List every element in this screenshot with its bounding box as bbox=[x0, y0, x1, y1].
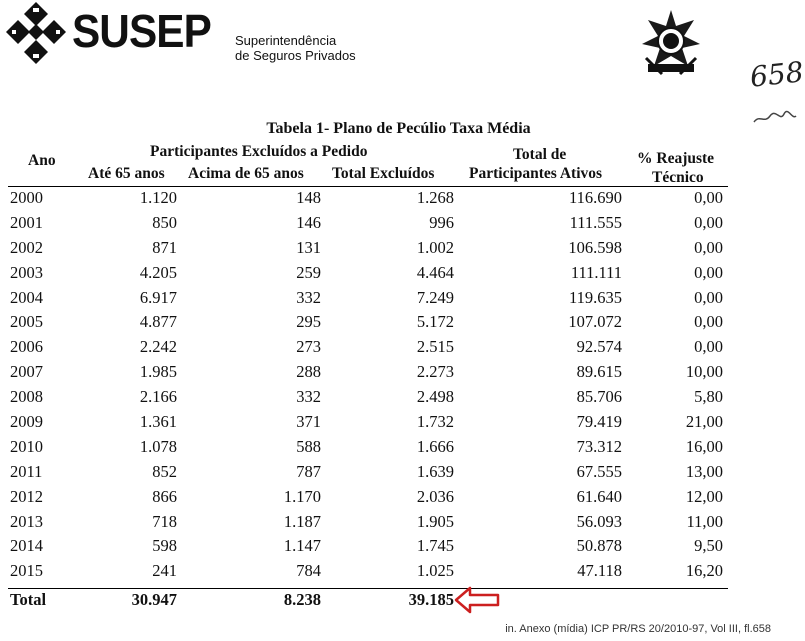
table-row bbox=[0, 186, 797, 211]
cell-total-excluded: 2.498 bbox=[416, 387, 454, 407]
cell-year: 2014 bbox=[10, 536, 43, 556]
cell-adjustment: 9,50 bbox=[694, 536, 723, 556]
total-rule bbox=[8, 588, 728, 589]
cell-adjustment: 10,00 bbox=[685, 362, 723, 382]
table-body bbox=[0, 186, 797, 584]
cell-total-excluded: 1.002 bbox=[416, 237, 454, 257]
header-over-65: Acima de 65 anos bbox=[188, 165, 304, 182]
cell-over-65: 131 bbox=[296, 237, 321, 257]
cell-adjustment: 0,00 bbox=[694, 212, 723, 232]
cell-active-participants: 119.635 bbox=[568, 287, 622, 307]
cell-until-65: 4.205 bbox=[139, 262, 177, 282]
cell-active-participants: 47.118 bbox=[577, 561, 622, 581]
cell-adjustment: 0,00 bbox=[694, 337, 723, 357]
total-excluded: 39.185 bbox=[408, 590, 454, 609]
cell-over-65: 332 bbox=[296, 287, 321, 307]
table-title: Tabela 1- Plano de Pecúlio Taxa Média bbox=[266, 120, 531, 137]
cell-until-65: 2.166 bbox=[139, 387, 177, 407]
agency-subtitle bbox=[235, 33, 356, 63]
cell-total-excluded: 4.464 bbox=[416, 262, 454, 282]
header-adjustment-line1: % Reajuste bbox=[637, 150, 715, 167]
cell-over-65: 1.170 bbox=[283, 486, 321, 506]
cell-active-participants: 92.574 bbox=[576, 337, 622, 357]
cell-total-excluded: 1.025 bbox=[416, 561, 454, 581]
subtitle-line-1: Superintendência bbox=[235, 33, 337, 48]
cell-active-participants: 111.555 bbox=[569, 212, 622, 232]
cell-active-participants: 79.419 bbox=[576, 412, 622, 432]
subtitle-line-2: de Seguros Privados bbox=[235, 48, 356, 63]
cell-total-excluded: 1.666 bbox=[416, 436, 454, 456]
cell-year: 2003 bbox=[10, 262, 43, 282]
cell-until-65: 718 bbox=[152, 511, 177, 531]
cell-adjustment: 11,00 bbox=[686, 511, 723, 531]
cell-over-65: 259 bbox=[296, 262, 321, 282]
cell-total-excluded: 1.905 bbox=[416, 511, 454, 531]
header-group-excluded: Participantes Excluídos a Pedido bbox=[150, 143, 368, 160]
brand-name: SUSEP bbox=[72, 5, 211, 57]
cell-until-65: 850 bbox=[152, 212, 177, 232]
footer-reference: in. Anexo (mídia) ICP PR/RS 20/2010-97, Vol III, fl.658 bbox=[505, 623, 771, 635]
cell-total-excluded: 2.515 bbox=[416, 337, 454, 357]
header-total-line1: Total de bbox=[513, 146, 567, 163]
national-seal-icon bbox=[638, 8, 704, 78]
cell-year: 2008 bbox=[10, 387, 43, 407]
table-row bbox=[0, 410, 797, 435]
cell-until-65: 6.917 bbox=[139, 287, 177, 307]
cell-year: 2011 bbox=[10, 461, 43, 481]
table-row bbox=[0, 559, 797, 584]
cell-total-excluded: 1.268 bbox=[416, 188, 454, 207]
cell-active-participants: 85.706 bbox=[576, 387, 622, 407]
cell-active-participants: 61.640 bbox=[576, 486, 622, 506]
cell-over-65: 784 bbox=[296, 561, 321, 581]
cell-until-65: 1.078 bbox=[139, 436, 177, 456]
cell-adjustment: 0,00 bbox=[694, 262, 723, 282]
cell-active-participants: 89.615 bbox=[576, 362, 622, 382]
cell-total-excluded: 1.639 bbox=[416, 461, 454, 481]
cell-adjustment: 13,00 bbox=[685, 461, 723, 481]
cell-active-participants: 116.690 bbox=[568, 188, 622, 207]
cell-adjustment: 0,00 bbox=[694, 312, 723, 332]
cell-adjustment: 16,20 bbox=[685, 561, 723, 581]
cell-total-excluded: 2.036 bbox=[416, 486, 454, 506]
cell-active-participants: 50.878 bbox=[576, 536, 622, 556]
table-row bbox=[0, 460, 797, 485]
cell-until-65: 852 bbox=[152, 461, 177, 481]
cell-year: 2010 bbox=[10, 436, 43, 456]
table-row bbox=[0, 435, 797, 460]
header-year: Ano bbox=[28, 152, 56, 169]
total-row bbox=[0, 590, 797, 616]
handwritten-page-number: 658 bbox=[748, 55, 805, 94]
cell-until-65: 1.120 bbox=[139, 188, 177, 207]
cell-year: 2012 bbox=[10, 486, 43, 506]
cell-over-65: 787 bbox=[296, 461, 321, 481]
cell-adjustment: 21,00 bbox=[685, 412, 723, 432]
table-row bbox=[0, 485, 797, 510]
cell-year: 2002 bbox=[10, 237, 43, 257]
cell-year: 2015 bbox=[10, 561, 43, 581]
cell-year: 2001 bbox=[10, 212, 43, 232]
cell-until-65: 866 bbox=[152, 486, 177, 506]
table-row bbox=[0, 510, 797, 535]
susep-logo-icon bbox=[6, 2, 66, 64]
total-label: Total bbox=[10, 590, 47, 609]
cell-active-participants: 107.072 bbox=[568, 312, 622, 332]
left-arrow-icon bbox=[454, 586, 500, 614]
cell-active-participants: 106.598 bbox=[568, 237, 622, 257]
cell-adjustment: 0,00 bbox=[694, 237, 723, 257]
cell-over-65: 1.147 bbox=[283, 536, 321, 556]
cell-until-65: 241 bbox=[152, 561, 177, 581]
cell-year: 2009 bbox=[10, 412, 43, 432]
cell-over-65: 332 bbox=[296, 387, 321, 407]
total-over-65: 8.238 bbox=[283, 590, 321, 609]
cell-over-65: 295 bbox=[296, 312, 321, 332]
cell-year: 2005 bbox=[10, 312, 43, 332]
header-adjustment-line2: Técnico bbox=[652, 169, 704, 186]
cell-year: 2013 bbox=[10, 511, 43, 531]
cell-until-65: 871 bbox=[152, 237, 177, 257]
cell-year: 2006 bbox=[10, 337, 43, 357]
cell-active-participants: 67.555 bbox=[576, 461, 622, 481]
cell-total-excluded: 2.273 bbox=[416, 362, 454, 382]
cell-total-excluded: 1.745 bbox=[416, 536, 454, 556]
cell-over-65: 371 bbox=[296, 412, 321, 432]
cell-total-excluded: 7.249 bbox=[416, 287, 454, 307]
table-row bbox=[0, 360, 797, 385]
cell-adjustment: 0,00 bbox=[694, 188, 723, 207]
table-row bbox=[0, 236, 797, 261]
cell-total-excluded: 996 bbox=[429, 212, 454, 232]
header-active-participants: Participantes Ativos bbox=[469, 165, 603, 182]
cell-total-excluded: 5.172 bbox=[416, 312, 454, 332]
cell-over-65: 288 bbox=[296, 362, 321, 382]
cell-year: 2000 bbox=[10, 188, 43, 207]
table-row bbox=[0, 534, 797, 559]
table-row bbox=[0, 261, 797, 286]
cell-until-65: 2.242 bbox=[139, 337, 177, 357]
table-row bbox=[0, 335, 797, 360]
table-row bbox=[0, 310, 797, 335]
cell-over-65: 146 bbox=[296, 212, 321, 232]
cell-adjustment: 0,00 bbox=[694, 287, 723, 307]
cell-over-65: 588 bbox=[296, 436, 321, 456]
cell-adjustment: 12,00 bbox=[685, 486, 723, 506]
cell-until-65: 4.877 bbox=[139, 312, 177, 332]
cell-active-participants: 73.312 bbox=[576, 436, 622, 456]
cell-until-65: 1.985 bbox=[139, 362, 177, 382]
cell-until-65: 598 bbox=[152, 536, 177, 556]
cell-year: 2007 bbox=[10, 362, 43, 382]
cell-adjustment: 5,80 bbox=[694, 387, 723, 407]
total-until-65: 30.947 bbox=[131, 590, 177, 609]
table-row bbox=[0, 286, 797, 311]
header-total-excluded: Total Excluídos bbox=[332, 165, 435, 182]
cell-over-65: 148 bbox=[296, 188, 321, 207]
table-row bbox=[0, 385, 797, 410]
cell-active-participants: 56.093 bbox=[576, 511, 622, 531]
header-until-65: Até 65 anos bbox=[88, 165, 165, 182]
cell-until-65: 1.361 bbox=[139, 412, 177, 432]
cell-over-65: 1.187 bbox=[283, 511, 321, 531]
cell-over-65: 273 bbox=[296, 337, 321, 357]
cell-adjustment: 16,00 bbox=[685, 436, 723, 456]
cell-total-excluded: 1.732 bbox=[416, 412, 454, 432]
cell-active-participants: 111.111 bbox=[570, 262, 622, 282]
cell-year: 2004 bbox=[10, 287, 43, 307]
table-row bbox=[0, 211, 797, 236]
